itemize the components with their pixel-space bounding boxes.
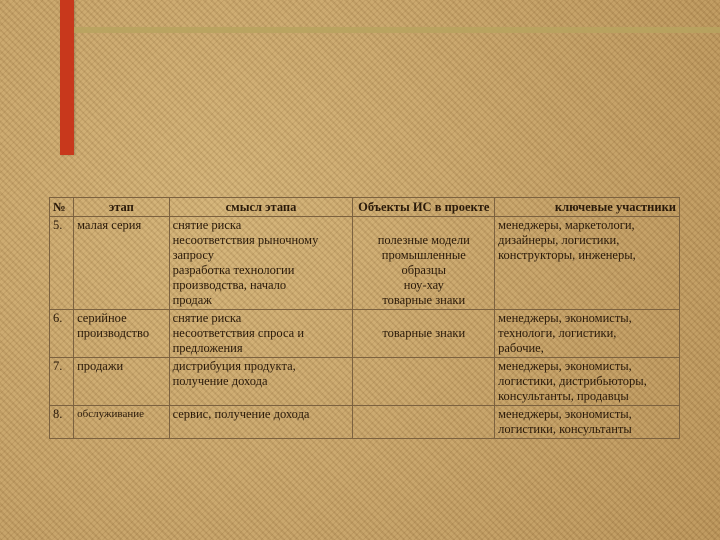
accent-bar [60,0,74,155]
stage-line: малая серия [77,218,142,232]
meaning-line: сервис, получение дохода [172,407,310,421]
meaning-line: несоответствия спроса и [172,326,305,340]
objects-cell [353,310,495,358]
meaning-line: запросу [172,248,215,262]
meaning-line: несоответствия рыночному [172,233,319,247]
row-number: 5. [50,217,74,310]
table-row [50,406,680,439]
table-row [50,310,680,358]
participants-cell [495,310,680,358]
meaning-line: продаж [172,293,212,307]
table-header-row [50,198,680,217]
header-objects: Объекты ИС в проекте [353,198,495,217]
participants-cell [495,406,680,439]
object-line: полезные модели [377,233,470,247]
title-rule [74,27,720,33]
participant-line: менеджеры, экономисты, [498,311,632,325]
participant-line: дизайнеры, логистики, [498,233,620,247]
stage-line: серийное [77,311,127,325]
objects-cell [353,406,495,439]
row-number: 6. [50,310,74,358]
object-line: образцы [401,263,446,277]
objects-cell [353,358,495,406]
meaning-cell [169,310,353,358]
header-participants: ключевые участники [495,198,680,217]
participant-line: менеджеры, экономисты, [498,359,632,373]
participant-line: рабочие, [498,341,544,355]
table-row [50,217,680,310]
object-line: товарные знаки [382,293,466,307]
participant-line: консультанты, продавцы [498,389,629,403]
meaning-line: предложения [172,341,243,355]
meaning-line: производства, начало [172,278,287,292]
participant-line: логистики, дистрибьюторы, [498,374,647,388]
stage-cell [74,358,169,406]
stage-cell [74,310,169,358]
participant-line: менеджеры, экономисты, [498,407,632,421]
meaning-line: дистрибуция продукта, [172,359,296,373]
participant-line: менеджеры, маркетологи, [498,218,635,232]
meaning-line: разработка технологии [172,263,295,277]
stage-cell [74,406,169,439]
object-line: товарные знаки [382,326,466,340]
stage-cell [74,217,169,310]
participants-cell [495,217,680,310]
stage-line: продажи [77,359,124,373]
stage-line: производство [77,326,150,340]
meaning-line: получение дохода [172,374,268,388]
meaning-cell [169,358,353,406]
header-stage: этап [74,198,169,217]
participant-line: конструкторы, инженеры, [498,248,636,262]
meaning-cell [169,406,353,439]
row-number: 7. [50,358,74,406]
table-row [50,358,680,406]
meaning-cell [169,217,353,310]
meaning-line: снятие риска [172,311,242,325]
header-num: № [50,198,74,217]
participant-line: логистики, консультанты [498,422,632,436]
objects-cell [353,217,495,310]
participant-line: технологи, логистики, [498,326,617,340]
ip-stages-table [49,197,680,439]
row-number: 8. [50,406,74,439]
stage-line: обслуживание [77,408,145,420]
participants-cell [495,358,680,406]
object-line: ноу-хау [403,278,444,292]
header-meaning: смысл этапа [169,198,353,217]
meaning-line: снятие риска [172,218,242,232]
object-line: промышленные [381,248,466,262]
